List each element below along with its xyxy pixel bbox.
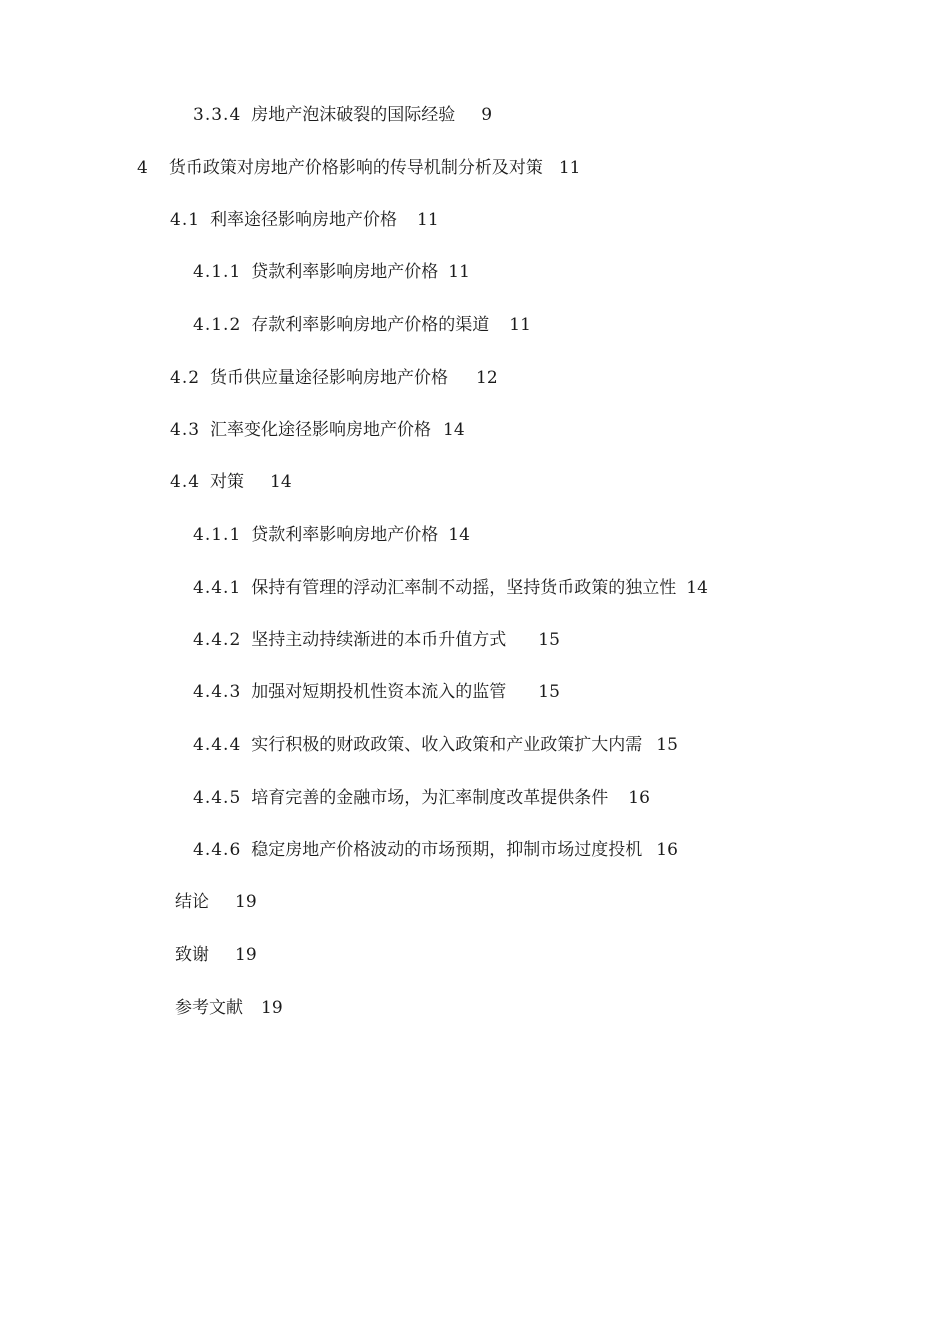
toc-page-number: 14 <box>270 472 292 492</box>
toc-page-number: 11 <box>417 210 439 230</box>
toc-page-number: 19 <box>261 998 283 1018</box>
toc-entry-4-1-2[interactable] <box>193 313 531 337</box>
toc-entry-4-4-1[interactable] <box>193 576 708 600</box>
toc-entry-conclusion[interactable] <box>175 890 257 914</box>
toc-title: 坚持主动持续渐进的本币升值方式 <box>251 630 507 650</box>
toc-entry-4-4[interactable] <box>170 470 292 494</box>
toc-entry-4-4-2[interactable] <box>193 628 560 652</box>
toc-page-number: 16 <box>656 840 678 860</box>
toc-title: 利率途径影响房地产价格 <box>210 210 398 230</box>
toc-page-number: 14 <box>686 578 708 598</box>
toc-title: 对策 <box>210 472 245 492</box>
toc-title: 汇率变化途径影响房地产价格 <box>210 420 432 440</box>
toc-entry-4-1-1-repeat[interactable] <box>193 523 470 547</box>
toc-entry-4-4-3[interactable] <box>193 680 560 704</box>
toc-number: 4.4 <box>170 472 201 492</box>
toc-entry-acknowledgements[interactable] <box>175 943 257 967</box>
toc-title: 结论 <box>175 892 209 912</box>
toc-number: 4.1 <box>170 210 201 230</box>
toc-number: 4.4.3 <box>193 682 242 702</box>
toc-entry-4-1-1[interactable] <box>193 260 470 284</box>
toc-entry-4-1[interactable] <box>170 208 439 232</box>
toc-entry-4-4-5[interactable] <box>193 786 650 810</box>
toc-entry-4[interactable] <box>137 156 580 180</box>
toc-number: 4 <box>137 158 149 178</box>
toc-number: 4.1.1 <box>193 262 242 282</box>
toc-page-number: 14 <box>448 525 470 545</box>
toc-number: 4.4.4 <box>193 735 242 755</box>
toc-title: 致谢 <box>175 945 209 965</box>
toc-title: 贷款利率影响房地产价格 <box>251 525 439 545</box>
toc-page-number: 11 <box>509 315 531 335</box>
toc-number: 4.4.5 <box>193 788 242 808</box>
toc-number: 4.4.1 <box>193 578 242 598</box>
toc-entry-4-4-4[interactable] <box>193 733 678 757</box>
toc-title: 参考文献 <box>175 998 243 1018</box>
toc-title: 存款利率影响房地产价格的渠道 <box>251 315 490 335</box>
toc-entry-4-4-6[interactable] <box>193 838 678 862</box>
toc-number: 3.3.4 <box>193 105 242 125</box>
toc-number: 4.2 <box>170 368 201 388</box>
toc-number: 4.1.1 <box>193 525 242 545</box>
toc-page-number: 11 <box>448 262 470 282</box>
toc-page-number: 9 <box>481 105 493 125</box>
toc-number: 4.4.6 <box>193 840 242 860</box>
toc-title: 贷款利率影响房地产价格 <box>251 262 439 282</box>
toc-title: 培育完善的金融市场，为汇率制度改革提供条件 <box>251 788 609 808</box>
toc-page-number: 11 <box>558 158 581 178</box>
toc-title: 加强对短期投机性资本流入的监管 <box>251 682 507 702</box>
toc-title: 房地产泡沫破裂的国际经验 <box>251 105 456 125</box>
toc-title: 实行积极的财政政策、收入政策和产业政策扩大内需 <box>251 735 643 755</box>
toc-title: 稳定房地产价格波动的市场预期，抑制市场过度投机 <box>251 840 643 860</box>
toc-page-number: 12 <box>476 368 498 388</box>
toc-page-number: 19 <box>235 892 257 912</box>
toc-entry-4-3[interactable] <box>170 418 465 442</box>
toc-entry-4-2[interactable] <box>170 366 498 390</box>
toc-title: 保持有管理的浮动汇率制不动摇，坚持货币政策的独立性 <box>251 578 677 598</box>
toc-number: 4.1.2 <box>193 315 242 335</box>
toc-page-number: 16 <box>628 788 650 808</box>
toc-page-number: 15 <box>538 630 560 650</box>
toc-page-number: 15 <box>538 682 560 702</box>
toc-number: 4.3 <box>170 420 201 440</box>
toc-number: 4.4.2 <box>193 630 242 650</box>
toc-page-number: 15 <box>656 735 678 755</box>
toc-title: 货币供应量途径影响房地产价格 <box>210 368 449 388</box>
toc-entry-3-3-4[interactable] <box>193 103 492 127</box>
toc-entry-references[interactable] <box>175 996 283 1020</box>
toc-page-number: 14 <box>443 420 465 440</box>
toc-title: 货币政策对房地产价格影响的传导机制分析及对策 <box>168 158 543 178</box>
toc-page-number: 19 <box>235 945 257 965</box>
